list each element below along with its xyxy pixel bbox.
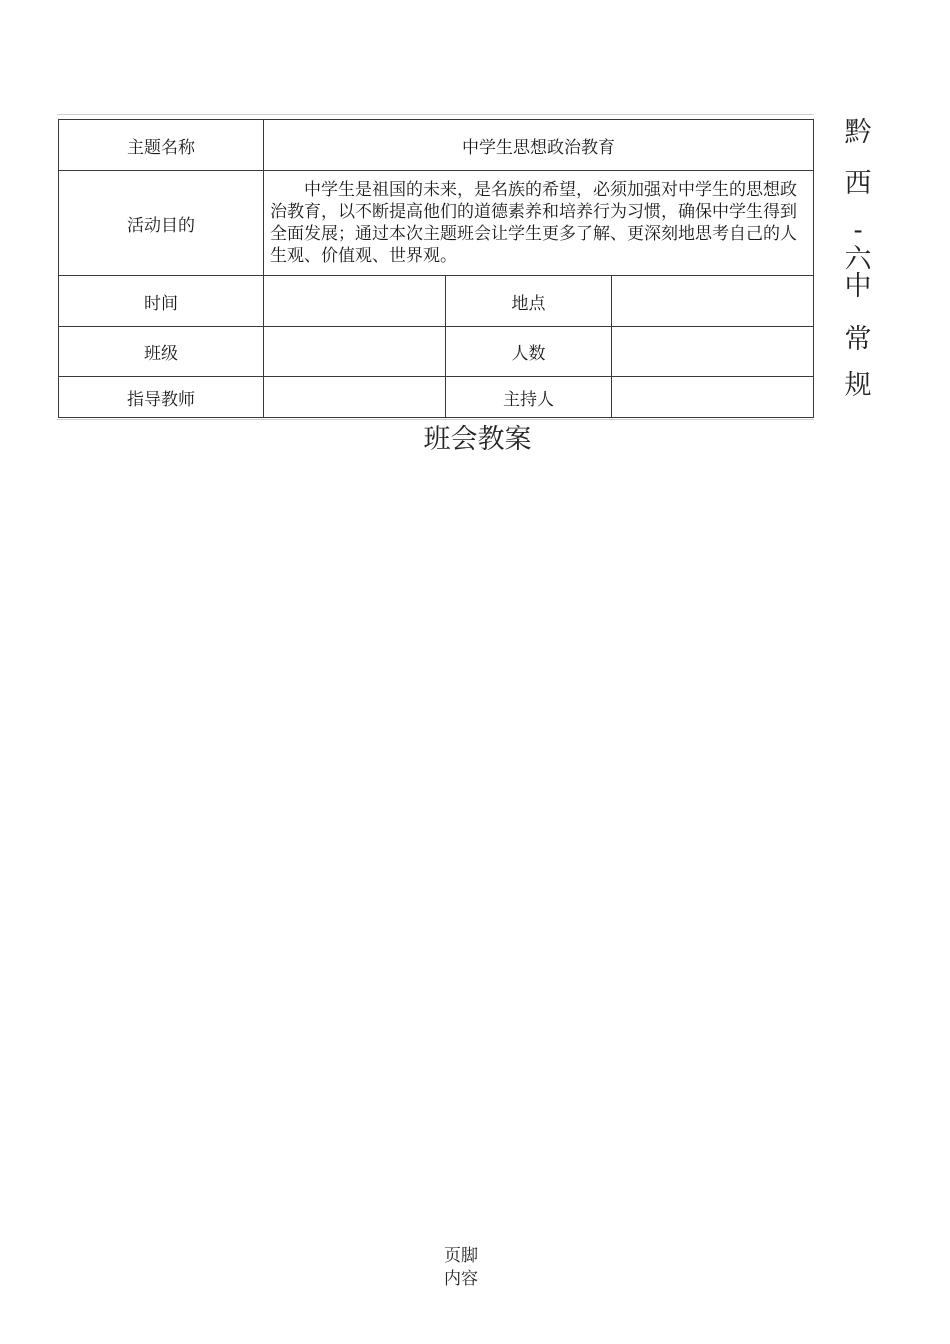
count-value	[612, 327, 814, 377]
side-char: 常	[844, 324, 872, 355]
side-char: 中	[844, 271, 872, 302]
place-label: 地点	[446, 276, 612, 327]
teacher-label: 指导教师	[59, 377, 264, 418]
side-char: 西	[844, 168, 872, 199]
count-label: 人数	[446, 327, 612, 377]
host-value	[612, 377, 814, 418]
school-name-vertical	[842, 118, 874, 400]
footer-line: 内容	[444, 1269, 478, 1289]
purpose-label: 活动目的	[59, 171, 264, 276]
document-title: 班会教案	[423, 424, 532, 455]
lesson-plan-table	[58, 119, 814, 418]
class-value	[264, 327, 446, 377]
teacher-value	[264, 377, 446, 418]
place-value	[612, 276, 814, 327]
theme-label: 主题名称	[59, 120, 264, 171]
page-footer	[0, 1245, 922, 1291]
footer-line: 页脚	[444, 1246, 478, 1266]
class-label: 班级	[59, 327, 264, 377]
table-row	[59, 377, 814, 418]
host-label: 主持人	[446, 377, 612, 418]
table-row	[59, 120, 814, 171]
side-char: 黔	[844, 117, 872, 148]
side-char: -六	[844, 215, 872, 275]
table-row	[59, 171, 814, 276]
theme-value: 中学生思想政治教育	[264, 120, 814, 171]
table-row	[59, 276, 814, 327]
side-char: 规	[844, 370, 872, 401]
table-row	[59, 327, 814, 377]
time-label: 时间	[59, 276, 264, 327]
time-value	[264, 276, 446, 327]
purpose-value: 中学生是祖国的未来，是名族的希望，必须加强对中学生的思想政治教育，以不断提高他们的道德素养和培养行为习惯，确保中学生得到全面发展；通过本次主题班会让学生更多了解、更深刻地思考自己的人生观、价值观、世界观。	[264, 171, 814, 276]
